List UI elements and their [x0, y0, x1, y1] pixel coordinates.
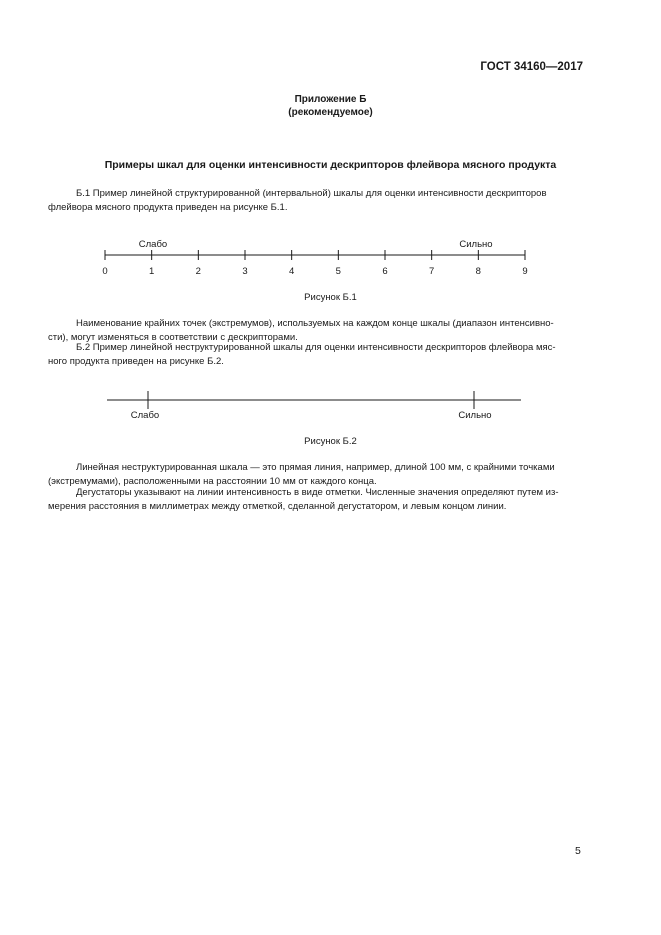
- paragraph-line: сти), могут изменяться в соответствии с дескрипторами.: [48, 332, 298, 343]
- paragraph-line: ного продукта приведен на рисунке Б.2.: [48, 356, 224, 367]
- standard-designation: ГОСТ 34160—2017: [480, 61, 583, 73]
- scale-tick-label: 2: [195, 266, 201, 277]
- figure-b2-caption: Рисунок Б.2: [304, 436, 357, 447]
- scale-tick-label: 4: [289, 266, 295, 277]
- paragraph-line: флейвора мясного продукта приведен на рисунке Б.1.: [48, 202, 288, 213]
- scale-tick-label: 9: [522, 266, 528, 277]
- scale-tick-label: 0: [102, 266, 108, 277]
- scale-tick-label: 5: [335, 266, 341, 277]
- paragraph-line: Линейная неструктурированная шкала — это прямая линия, например, длиной 100 мм, с крайними точками: [76, 462, 555, 473]
- paragraph-b1: [48, 187, 586, 215]
- scale-label-strong: Сильно: [458, 410, 492, 421]
- scale-label-strong: Сильно: [459, 239, 493, 250]
- annex-heading: [0, 93, 661, 119]
- section-title: Примеры шкал для оценки интенсивности дескрипторов флейвора мясного продукта: [104, 159, 557, 171]
- paragraph-line: Б.2 Пример линейной неструктурированной шкалы для оценки интенсивности дескрипторов флейвора мяс-: [76, 342, 556, 353]
- paragraph-line: мерения расстояния в миллиметрах между отметкой, сделанной дегустатором, и левым концом линии.: [48, 501, 507, 512]
- paragraph-tasters: [48, 486, 586, 514]
- annex-title: Приложение Б: [294, 94, 367, 105]
- paragraph-line: (экстремумами), расположенными на расстоянии 10 мм от каждого конца.: [48, 476, 377, 487]
- paragraph-line: Дегустаторы указывают на линии интенсивность в виде отметки. Численные значения определяют путем из-: [76, 487, 559, 498]
- scale-label-weak: Слабо: [138, 239, 168, 250]
- paragraph-b2: [48, 341, 586, 369]
- figure-b1-caption: Рисунок Б.1: [304, 292, 357, 303]
- paragraph-line: Б.1 Пример линейной структурированной (интервальной) шкалы для оценки интенсивности дескрипторов: [76, 188, 547, 199]
- scale-tick-labels: [102, 266, 527, 277]
- paragraph-unstructured: [48, 461, 586, 489]
- scale-tick-label: 8: [475, 266, 481, 277]
- figure-b1-structured-scale: [0, 232, 661, 284]
- figure-b2-unstructured-scale: [0, 385, 661, 425]
- scale-label-weak: Слабо: [130, 410, 160, 421]
- scale-tick-label: 1: [149, 266, 155, 277]
- scale-tick-label: 7: [429, 266, 435, 277]
- scale-tick-label: 6: [382, 266, 388, 277]
- annex-status: (рекомендуемое): [288, 107, 373, 118]
- scale-tick-label: 3: [242, 266, 248, 277]
- page-number: 5: [575, 845, 581, 857]
- paragraph-line: Наименование крайних точек (экстремумов), используемых на каждом конце шкалы (диапазон интенсивно-: [76, 318, 554, 329]
